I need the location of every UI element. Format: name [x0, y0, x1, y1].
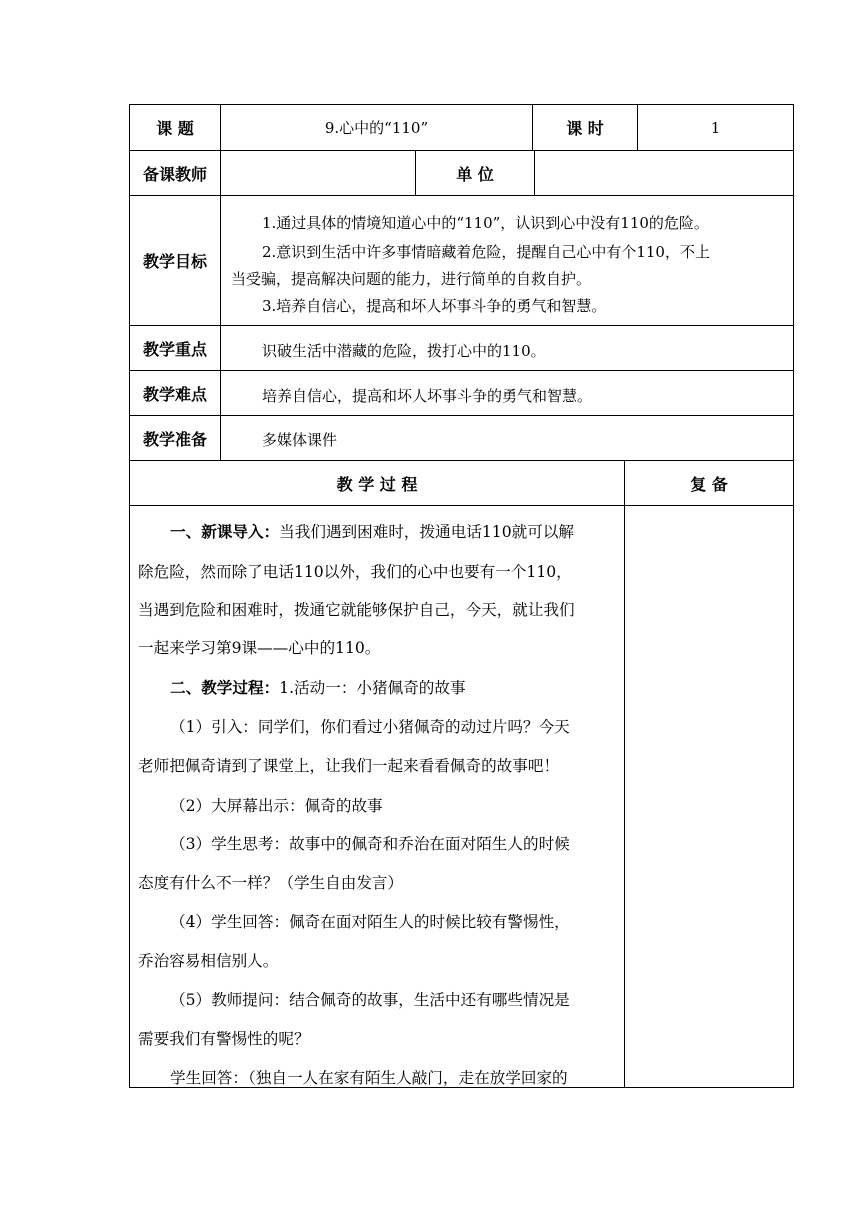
review-header: 复 备 — [690, 474, 728, 494]
process-line: 需要我们有警惕性的呢？ — [138, 1030, 310, 1048]
process-line: 老师把佩奇请到了课堂上，让我们一起来看看佩奇的故事吧！ — [138, 757, 560, 775]
process-line: 一起来学习第9课——心中的110。 — [138, 639, 381, 657]
process-line: 学生回答：（独自一人在家有陌生人敲门，走在放学回家的 — [170, 1069, 568, 1087]
difficulties-value: 培养自信心，提高和坏人坏事斗争的勇气和智慧。 — [262, 387, 593, 405]
objective-line: 3.培养自信心，提高和坏人坏事斗争的勇气和智慧。 — [262, 297, 607, 315]
row-divider — [129, 505, 794, 506]
key-points-value: 识破生活中潜藏的危险，拨打心中的110。 — [262, 342, 546, 360]
paragraph-text: 1.活动一：小猪佩奇的故事 — [279, 679, 466, 697]
difficulties-label: 教学难点 — [142, 384, 207, 404]
process-line: （1）引入：同学们，你们看过小猪佩奇的动过片吗？今天 — [170, 718, 570, 736]
teacher-label: 备课教师 — [142, 164, 207, 184]
period-value: 1 — [710, 118, 721, 137]
process-line: （3）学生思考：故事中的佩奇和乔治在面对陌生人的时候 — [170, 835, 570, 853]
objective-line: 当受骗，提高解决问题的能力，进行简单的自救自护。 — [231, 270, 592, 288]
row-divider — [129, 370, 794, 371]
process-paragraph — [138, 676, 466, 698]
process-line: （4）学生回答：佩奇在面对陌生人的时候比较有警惕性， — [170, 913, 570, 931]
review-column — [626, 507, 792, 1085]
process-line: 当遇到危险和困难时，拨通它就能够保护自己，今天，就让我们 — [138, 601, 575, 619]
unit-value — [535, 151, 793, 195]
process-line: 态度有什么不一样？（学生自由发言） — [138, 874, 404, 892]
process-line: （5）教师提问：结合佩奇的故事，生活中还有哪些情况是 — [170, 991, 570, 1009]
section-heading: 二、教学过程： — [170, 679, 280, 697]
key-points-label: 教学重点 — [142, 339, 207, 359]
process-line: 除危险，然而除了电话110以外，我们的心中也要有一个110， — [138, 563, 572, 581]
objective-line: 1.通过具体的情境知道心中的“110”，认识到心中没有110的危险。 — [262, 214, 709, 232]
period-label: 课 时 — [566, 119, 604, 138]
row-divider — [129, 195, 794, 196]
table-border-right — [793, 104, 794, 1088]
section-heading: 一、新课导入： — [170, 523, 280, 541]
row-divider — [129, 415, 794, 416]
objectives-label: 教学目标 — [142, 252, 207, 271]
process-header: 教 学 过 程 — [336, 474, 418, 494]
process-line: （2）大屏幕出示：佩奇的故事 — [170, 797, 383, 815]
topic-value: 9.心中的“110” — [324, 119, 429, 137]
row-divider — [129, 325, 794, 326]
process-line: 乔治容易相信别人。 — [138, 952, 279, 970]
objective-line: 2.意识到生活中许多事情暗藏着危险，提醒自己心中有个110，不上 — [262, 243, 710, 261]
teacher-value — [221, 151, 415, 195]
preparation-value: 多媒体课件 — [262, 431, 338, 449]
topic-label: 课 题 — [156, 119, 194, 138]
process-paragraph — [138, 520, 574, 542]
col-divider — [624, 460, 625, 1088]
preparation-label: 教学准备 — [142, 429, 207, 449]
unit-label: 单 位 — [456, 164, 494, 184]
paragraph-text: 当我们遇到困难时，拨通电话110就可以解 — [279, 523, 575, 541]
